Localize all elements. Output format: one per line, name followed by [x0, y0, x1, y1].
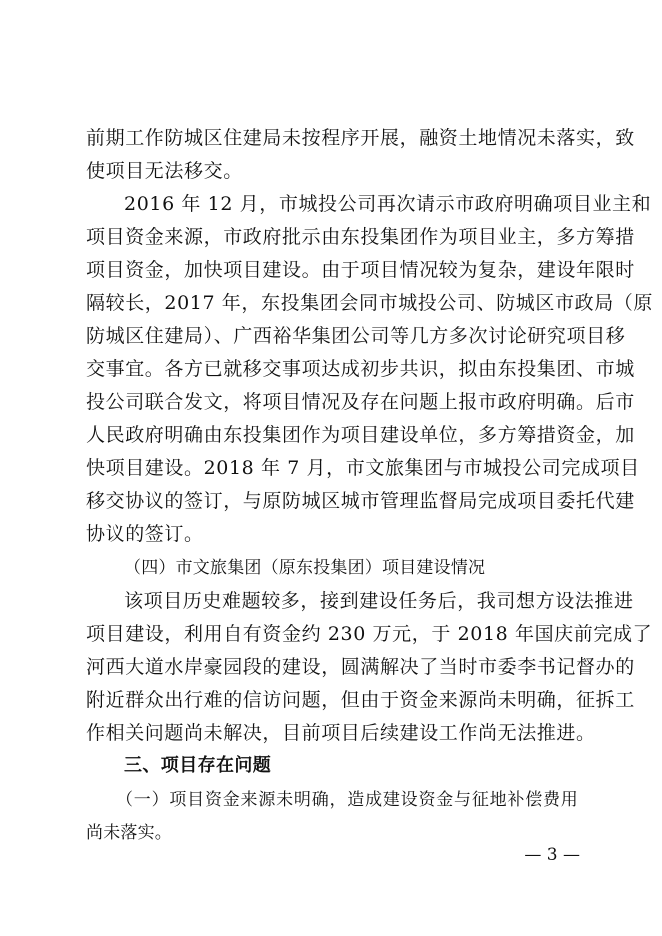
- paragraph-line: 作相关问题尚未解决，目前项目后续建设工作尚无法推进。: [86, 722, 596, 744]
- paragraph-line: 协议的签订。: [86, 523, 204, 545]
- paragraph-line: 交事宜。各方已就移交事项达成初步共识，拟由东投集团、市城: [86, 358, 635, 380]
- paragraph-line: 项目资金，加快项目建设。由于项目情况较为复杂，建设年限时: [86, 259, 635, 281]
- paragraph-line: 该项目历史难题较多，接到建设任务后，我司想方设法推进: [124, 590, 634, 612]
- page-number: — 3 —: [524, 845, 580, 865]
- section-subheading-continuation: 尚未落实。: [86, 823, 172, 843]
- paragraph-line: 防城区住建局）、广西裕华集团公司等几方多次讨论研究项目移: [86, 325, 626, 347]
- paragraph-line: 投公司联合发文，将项目情况及存在问题上报市政府明确。后市: [86, 391, 635, 413]
- paragraph-line: 快项目建设。2018 年 7 月，市文旅集团与市城投公司完成项目: [86, 457, 640, 479]
- paragraph-line: 项目建设，利用自有资金约 230 万元，于 2018 年国庆前完成了: [86, 623, 653, 645]
- section-subheading: （一）项目资金来源未明确，造成建设资金与征地补偿费用: [116, 790, 578, 810]
- paragraph-line: 使项目无法移交。: [86, 160, 243, 182]
- section-heading: 三、项目存在问题: [124, 755, 272, 776]
- paragraph-line: 前期工作防城区住建局未按程序开展，融资土地情况未落实，致: [86, 127, 635, 149]
- paragraph-line: 项目资金来源，市政府批示由东投集团作为项目业主，多方筹措: [86, 226, 635, 248]
- paragraph-line: 河西大道水岸豪园段的建设，圆满解决了当时市委李书记督办的: [86, 656, 635, 678]
- section-subheading: （四）市文旅集团（原东投集团）项目建设情况: [124, 558, 486, 578]
- paragraph-line: 人民政府明确由东投集团作为项目建设单位，多方筹措资金，加: [86, 424, 635, 446]
- paragraph-line: 移交协议的签订，与原防城区城市管理监督局完成项目委托代建: [86, 490, 635, 512]
- paragraph-line: 2016 年 12 月，市城投公司再次请示市政府明确项目业主和: [124, 193, 652, 215]
- paragraph-line: 隔较长，2017 年，东投集团会同市城投公司、防城区市政局（原: [86, 292, 653, 314]
- paragraph-line: 附近群众出行难的信访问题，但由于资金来源尚未明确，征拆工: [86, 689, 635, 711]
